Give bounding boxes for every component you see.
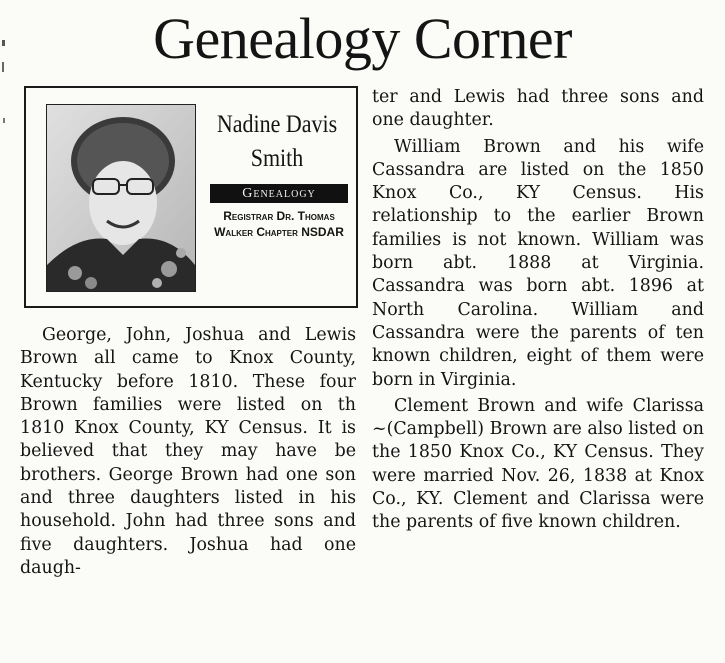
article-paragraph: William Brown and his wife Cassandra are listed on the 1850 Knox Co., KY Census. His relationship to the earlier Brown families is not known. William was born abt. 1888 at Virginia. Cassandra was born abt. 1896 at North Carolina. William and Cassandra were the parents of ten known children, eight of them were born in Virginia. — [372, 136, 704, 390]
column-masthead: Genealogy Corner — [153, 6, 572, 71]
article-paragraph-continuation: ter and Lewis had three sons and one daughter. — [372, 87, 704, 131]
column-label-banner: Genealogy — [210, 184, 348, 203]
author-name: Nadine Davis Smith — [216, 111, 338, 172]
article-paragraph: Clement Brown and wife Clarissa ~(Campbell) Brown are also listed on the 1850 Knox Co., KY Census. They were married Nov. 26, 1838 at Knox Co., KY. Clement and Clarissa were the parents of five known children. — [372, 395, 704, 533]
author-credentials: Registrar Dr. Thomas Walker Chapter NSDAR — [214, 209, 344, 239]
article-column-right — [372, 86, 704, 535]
byline-box — [24, 86, 358, 308]
author-photo — [46, 104, 196, 292]
article-paragraph: George, John, Joshua and Lewis Brown all came to Knox County, Kentucky before 1810. These four Brown families were listed on th 1810 Knox County, KY Census. It is believed that they may have be brothers. George Brown had one son and three daughters listed in his household. John had three sons and five daughters. Joshua had one daugh- — [20, 325, 356, 578]
article-column-left — [20, 324, 356, 580]
